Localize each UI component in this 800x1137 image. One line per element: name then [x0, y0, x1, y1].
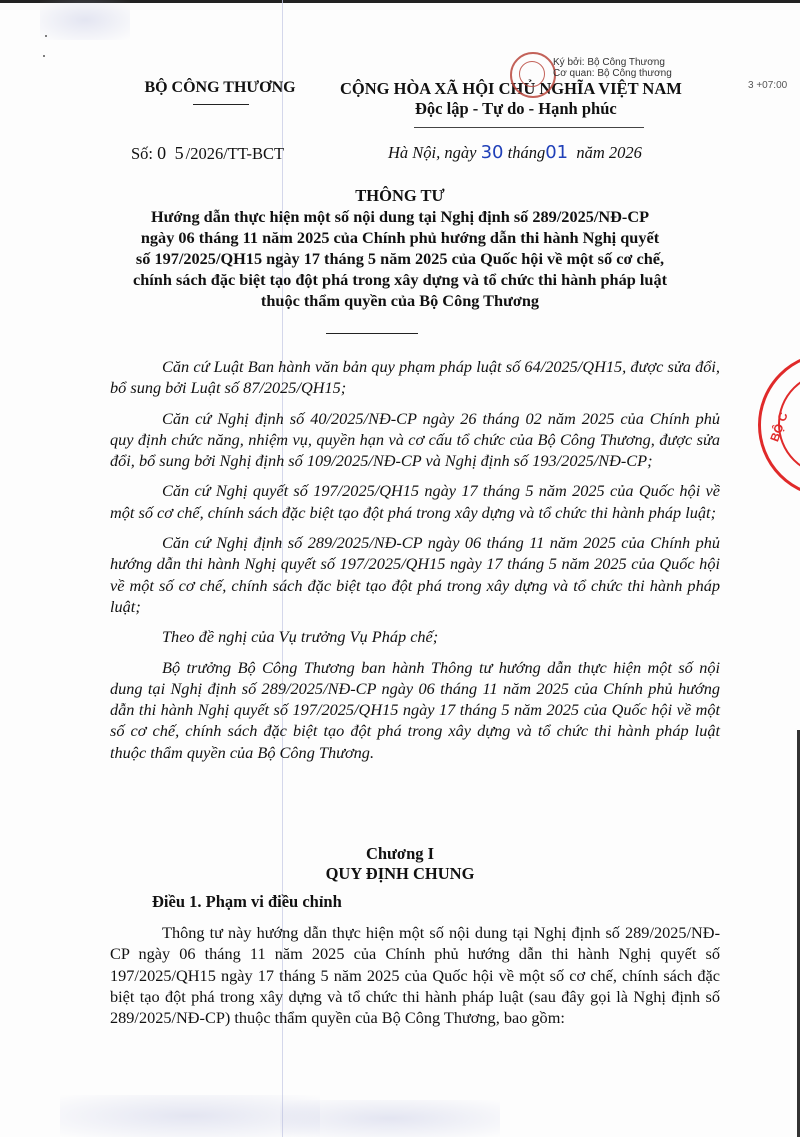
motto-underline: [414, 127, 644, 128]
signing-agency: Cơ quan: Bộ Công thương: [553, 68, 672, 79]
signed-by: Ký bởi: Bộ Công Thương: [553, 57, 665, 68]
preamble-paragraph: Căn cứ Luật Ban hành văn bản quy phạm pháp luật số 64/2025/QH15, được sửa đổi, bổ sung bởi Luật số 87/2025/QH15;: [110, 357, 720, 398]
issue-date: [388, 142, 642, 163]
preamble-paragraph: Theo đề nghị của Vụ trưởng Vụ Pháp chế;: [162, 627, 439, 647]
ministry-underline: [193, 104, 249, 105]
subtitle-underline: [326, 333, 418, 334]
signature-timestamp: 3 +07:00: [748, 80, 788, 91]
preamble-paragraph: Căn cứ Nghị định số 40/2025/NĐ-CP ngày 26 tháng 02 năm 2025 của Chính phủ quy định chức năng, nhiệm vụ, quyền hạn và cơ cấu tổ chức của Bộ Công Thương, được sửa đổi, bổ sung bởi Nghị định số 109/2025/NĐ-CP và Nghị định số 193/2025/NĐ-CP;: [110, 408, 720, 471]
article-body: [110, 922, 720, 1037]
document-subtitle: [100, 206, 700, 311]
preamble: [110, 356, 720, 772]
document-number: [131, 143, 284, 164]
scan-smudge: [280, 1100, 500, 1137]
scan-speck: [43, 55, 45, 57]
chapter-title: QUY ĐỊNH CHUNG: [325, 864, 475, 883]
digital-signature-seal-icon: [510, 52, 556, 98]
issuing-ministry: BỘ CÔNG THƯƠNG: [144, 79, 296, 96]
scan-smudge: [40, 0, 130, 40]
preamble-paragraph: Bộ trưởng Bộ Công Thương ban hành Thông tư hướng dẫn thực hiện một số nội dung tại Nghị định số 289/2025/NĐ-CP ngày 06 tháng 11 năm 2025 của Chính phủ hướng dẫn thi hành Nghị quyết số 197/2025/QH15 ngày 17 tháng 5 năm 2025 của Quốc hội về một số cơ chế, chính sách đặc biệt tạo đột phá trong xây dựng và tổ chức thi hành pháp luật thuộc thẩm quyền của Bộ Công Thương.: [110, 657, 720, 762]
preamble-paragraph: Căn cứ Nghị định số 289/2025/NĐ-CP ngày 06 tháng 11 năm 2025 của Chính phủ hướng dẫn thi hành Nghị quyết số 197/2025/QH15 ngày 17 tháng 5 năm 2025 của Quốc hội về một số cơ chế, chính sách đặc biệt tạo đột phá trong xây dựng và tổ chức thi hành pháp luật;: [110, 533, 720, 616]
document-type-title: THÔNG TƯ: [355, 186, 445, 205]
doc-number-prefix: Số:: [131, 144, 154, 163]
subtitle-line: thuộc thẩm quyền của Bộ Công Thương: [260, 291, 540, 310]
date-place: Hà Nội, ngày: [388, 143, 477, 162]
subtitle-line: Hướng dẫn thực hiện một số nội dung tại Nghị định số 289/2025/NĐ-CP: [150, 207, 650, 226]
date-month-handwritten: 01: [545, 142, 569, 163]
country-name: CỘNG HÒA XÃ HỘI CHỦ NGHĨA VIỆT NAM: [340, 79, 682, 98]
doc-number-handwritten: 0 5: [157, 143, 186, 163]
subtitle-line: số 197/2025/QH15 ngày 17 tháng 5 năm 2025 của Quốc hội về một số cơ chế,: [135, 249, 665, 268]
scan-speck: [45, 35, 47, 37]
date-year: năm 2026: [576, 143, 642, 162]
date-day-handwritten: 30: [480, 142, 504, 163]
article-paragraph: Thông tư này hướng dẫn thực hiện một số nội dung tại Nghị định số 289/2025/NĐ-CP ngày 06 tháng 11 năm 2025 của Chính phủ hướng dẫn thi hành Nghị quyết số 197/2025/QH15 ngày 17 tháng 5 năm 2025 của Quốc hội về một số cơ chế, chính sách đặc biệt tạo đột phá trong xây dựng và tổ chức thi hành pháp luật (sau đây gọi là Nghị định số 289/2025/NĐ-CP) thuộc thẩm quyền của Bộ Công Thương, bao gồm:: [110, 923, 720, 1028]
article-heading: Điều 1. Phạm vi điều chỉnh: [152, 892, 342, 911]
digital-signature-info: [553, 57, 672, 79]
subtitle-line: chính sách đặc biệt tạo đột phá trong xây dựng và tổ chức thi hành pháp luật: [132, 270, 668, 289]
doc-number-suffix: /2026/TT-BCT: [185, 144, 285, 163]
national-motto: Độc lập - Tự do - Hạnh phúc: [415, 99, 617, 118]
preamble-paragraph: Căn cứ Nghị quyết số 197/2025/QH15 ngày 17 tháng 5 năm 2025 của Quốc hội về một số cơ chế, chính sách đặc biệt tạo đột phá trong xây dựng và tổ chức thi hành pháp luật;: [110, 481, 720, 522]
subtitle-line: ngày 06 tháng 11 năm 2025 của Chính phủ hướng dẫn thi hành Nghị quyết: [140, 228, 660, 247]
official-seal-text: BỘ C: [767, 410, 791, 444]
date-month-label: tháng: [507, 143, 546, 162]
chapter-label: Chương I: [365, 844, 435, 863]
